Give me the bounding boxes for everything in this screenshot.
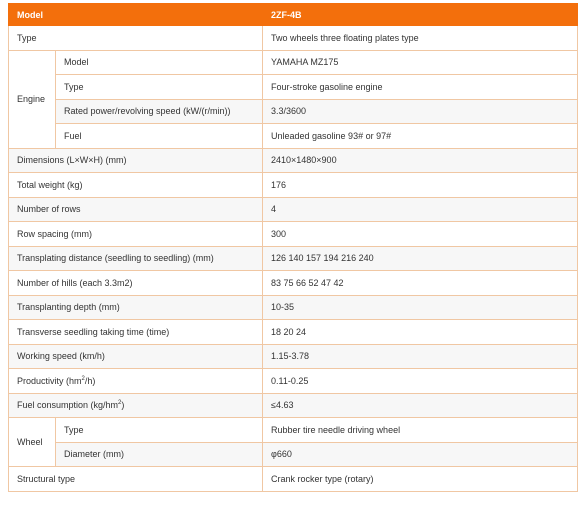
row-value: Four-stroke gasoline engine <box>263 75 578 100</box>
engine-group-label: Engine <box>9 50 56 148</box>
header-value-cell: 2ZF-4B <box>263 4 578 26</box>
table-header-row <box>9 4 578 26</box>
row-label: Transverse seedling taking time (time) <box>9 320 263 345</box>
table-row-seedling-taking-time <box>9 320 578 345</box>
header-param-cell: Model <box>9 4 263 26</box>
table-row-transplanting-depth <box>9 295 578 320</box>
table-row-number-of-hills <box>9 271 578 296</box>
table-row-structural-type <box>9 467 578 492</box>
row-value: 126 140 157 194 216 240 <box>263 246 578 271</box>
row-label: Fuel <box>56 124 263 149</box>
row-label: Number of rows <box>9 197 263 222</box>
row-label: Working speed (km/h) <box>9 344 263 369</box>
label-superscript: 2 <box>81 375 85 382</box>
row-label: Transplating distance (seedling to seedling) (mm) <box>9 246 263 271</box>
row-value: 83 75 66 52 47 42 <box>263 271 578 296</box>
specification-table <box>8 3 578 492</box>
row-label: Dimensions (L×W×H) (mm) <box>9 148 263 173</box>
row-label: Transplanting depth (mm) <box>9 295 263 320</box>
table-row-type <box>9 26 578 51</box>
table-row-transplating-distance <box>9 246 578 271</box>
row-value: ≤4.63 <box>263 393 578 418</box>
label-superscript: 2 <box>118 400 122 407</box>
row-value: 0.11-0.25 <box>263 369 578 394</box>
row-value: 3.3/3600 <box>263 99 578 124</box>
table-row-wheel-type <box>9 418 578 443</box>
row-label <box>9 393 263 418</box>
row-label: Model <box>56 50 263 75</box>
table-row-total-weight <box>9 173 578 198</box>
table-row-wheel-diameter <box>9 442 578 467</box>
row-label: Number of hills (each 3.3m2) <box>9 271 263 296</box>
row-label: Type <box>56 418 263 443</box>
row-label: Row spacing (mm) <box>9 222 263 247</box>
table-row-working-speed <box>9 344 578 369</box>
row-label: Total weight (kg) <box>9 173 263 198</box>
label-suffix: /h) <box>84 375 96 386</box>
label-prefix: Fuel consumption (kg/hm <box>17 400 119 411</box>
table-row-engine-rated-power <box>9 99 578 124</box>
row-label <box>9 369 263 394</box>
label-prefix: Productivity (hm <box>17 375 82 386</box>
row-label: Type <box>9 26 263 51</box>
row-value: 1.15-3.78 <box>263 344 578 369</box>
row-value: 10-35 <box>263 295 578 320</box>
row-value: 18 20 24 <box>263 320 578 345</box>
table-row-productivity <box>9 369 578 394</box>
table-row-fuel-consumption <box>9 393 578 418</box>
row-value: 176 <box>263 173 578 198</box>
row-value: Crank rocker type (rotary) <box>263 467 578 492</box>
row-value: Two wheels three floating plates type <box>263 26 578 51</box>
row-value: 4 <box>263 197 578 222</box>
table-row-number-of-rows <box>9 197 578 222</box>
wheel-group-label: Wheel <box>9 418 56 467</box>
row-value: φ660 <box>263 442 578 467</box>
row-label: Rated power/revolving speed (kW/(r/min)) <box>56 99 263 124</box>
row-label: Structural type <box>9 467 263 492</box>
table-row-engine-fuel <box>9 124 578 149</box>
row-label: Diameter (mm) <box>56 442 263 467</box>
table-row-engine-type <box>9 75 578 100</box>
table-row-row-spacing <box>9 222 578 247</box>
row-value: Unleaded gasoline 93# or 97# <box>263 124 578 149</box>
table-row-dimensions <box>9 148 578 173</box>
row-value: Rubber tire needle driving wheel <box>263 418 578 443</box>
table-row-engine-model <box>9 50 578 75</box>
row-value: YAMAHA MZ175 <box>263 50 578 75</box>
row-label: Type <box>56 75 263 100</box>
row-value: 300 <box>263 222 578 247</box>
label-suffix: ) <box>121 400 125 411</box>
row-value: 2410×1480×900 <box>263 148 578 173</box>
